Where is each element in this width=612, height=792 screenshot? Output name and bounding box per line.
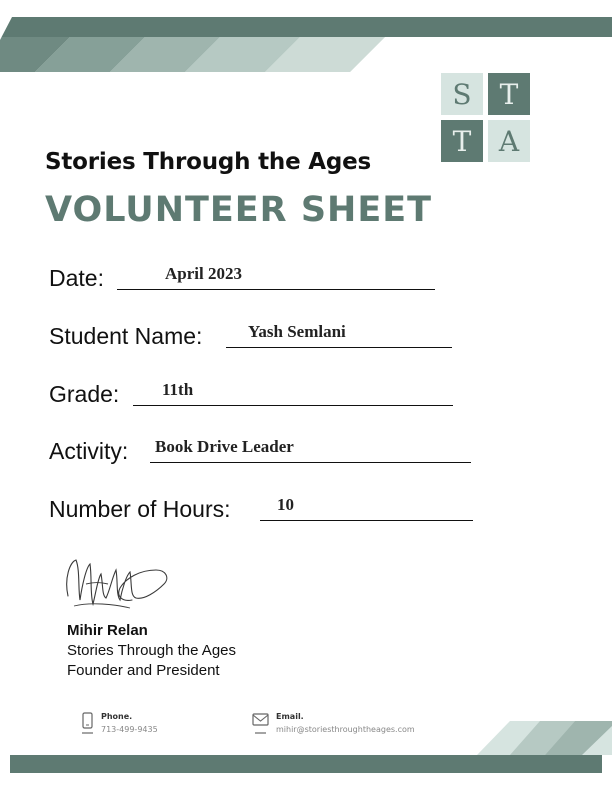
activity-value: Book Drive Leader [155, 437, 294, 456]
hours-value: 10 [277, 495, 294, 514]
logo-letter-s: S [441, 73, 483, 115]
hours-line [260, 520, 473, 521]
date-field [49, 262, 449, 292]
signature-image [60, 548, 180, 618]
hours-label: Number of Hours: [49, 496, 231, 522]
email-value: mihir@storiesthroughtheages.com [276, 725, 415, 734]
phone-value: 713-499-9435 [101, 725, 158, 734]
email-label: Email. [276, 712, 304, 721]
stta-logo [441, 73, 531, 163]
date-label: Date: [49, 265, 104, 291]
organization-name: Stories Through the Ages [45, 149, 372, 175]
student-name-label: Student Name: [49, 323, 203, 349]
phone-label: Phone. [101, 712, 133, 721]
top-banner [0, 0, 612, 75]
activity-label: Activity: [49, 438, 129, 464]
logo-letter-t: T [488, 73, 530, 115]
signer-organization: Stories Through the Ages [67, 642, 236, 659]
grade-value: 11th [162, 380, 194, 399]
student-name-field [49, 320, 459, 350]
grade-label: Grade: [49, 381, 120, 407]
activity-field [49, 435, 479, 465]
signer-title: Founder and President [67, 662, 220, 679]
date-line [117, 289, 435, 290]
sheet-title: VOLUNTEER SHEET [45, 190, 433, 230]
signer-name: Mihir Relan [67, 622, 148, 639]
student-name-value: Yash Semlani [248, 322, 346, 341]
date-value: April 2023 [165, 264, 242, 283]
student-name-line [226, 347, 452, 348]
activity-line [150, 462, 471, 463]
logo-letter-t2: T [441, 120, 483, 162]
grade-field [49, 378, 459, 408]
bottom-banner [0, 718, 612, 778]
logo-letter-a: A [488, 120, 530, 162]
grade-line [133, 405, 453, 406]
hours-field [49, 493, 479, 523]
